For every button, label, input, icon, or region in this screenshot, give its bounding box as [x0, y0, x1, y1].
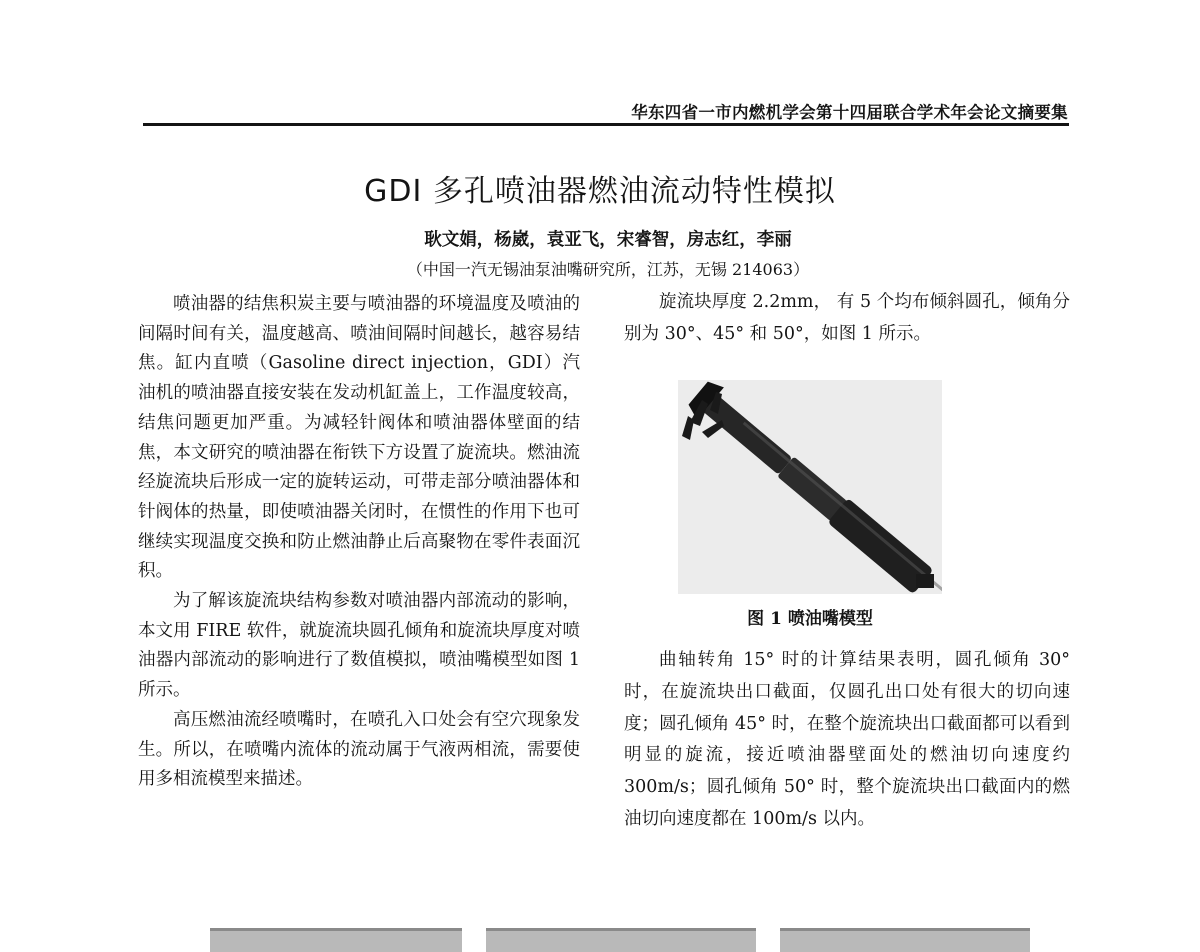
paragraph-3: 高压燃油流经喷嘴时，在喷孔入口处会有空穴现象发生。所以，在喷嘴内流体的流动属于气液两相流，需要使用多相流模型来描述。 — [138, 709, 580, 790]
figure-1-caption: 图 1 喷油嘴模型 — [747, 609, 873, 629]
paragraph-5: 曲轴转角 15° 时的计算结果表明，圆孔倾角 30° 时，在旋流块出口截面，仅圆孔出口处有很大的切向速度；圆孔倾角 45° 时，在整个旋流块出口截面都可以看到明显的旋流，接近喷油器壁面处的燃油切向速度约 300m/s；圆孔倾角 50° 时，整个旋流块出口截面内的燃油切向速度都在 100m/s 以内。 — [624, 650, 1070, 829]
paragraph-2: 为了解该旋流块结构参数对喷油器内部流动的影响，本文用 FIRE 软件，就旋流块圆孔倾角和旋流块厚度对喷油器内部流动的影响进行了数值模拟，喷油嘴模型如图 1 所示。 — [138, 591, 580, 701]
figure-1-injector-model — [678, 380, 942, 594]
paragraph-4: 旋流块厚度 2.2mm， 有 5 个均布倾斜圆孔，倾角分别为 30°、45° 和 50°，如图 1 所示。 — [624, 292, 1070, 344]
header-rule — [143, 123, 1069, 126]
left-column — [138, 290, 580, 795]
paragraph-1: 喷油器的结焦积炭主要与喷油器的环境温度及喷油的间隔时间有关，温度越高、喷油间隔时间越长，越容易结焦。缸内直喷（Gasoline direct injection，GDI）汽油机的喷油器直接安装在发动机缸盖上，工作温度较高，结焦问题更加严重。为减轻针阀体和喷油器体壁面的结焦，本文研究的喷油器在衔铁下方设置了旋流块。燃油流经旋流块后形成一定的旋转运动，可带走部分喷油器体和针阀体的热量，即使喷油器关闭时，在惯性的作用下也可继续实现温度交换和防止燃油静止后高聚物在零件表面沉积。 — [138, 294, 580, 582]
bottom-figure-a — [210, 928, 462, 952]
paper-title: GDI 多孔喷油器燃油流动特性模拟 — [364, 174, 836, 209]
injector-nozzle-illustration — [678, 380, 942, 594]
affiliation: （中国一汽无锡油泵油嘴研究所，江苏，无锡 214063） — [406, 260, 810, 279]
right-column-bottom — [624, 645, 1070, 836]
running-header: 华东四省一市内燃机学会第十四届联合学术年会论文摘要集 — [631, 103, 1068, 122]
author-list: 耿文娟，杨崴，袁亚飞，宋睿智，房志红，李丽 — [424, 230, 792, 250]
bottom-figure-c — [780, 928, 1030, 952]
right-column-top — [624, 287, 1070, 351]
bottom-figure-b — [486, 928, 756, 952]
